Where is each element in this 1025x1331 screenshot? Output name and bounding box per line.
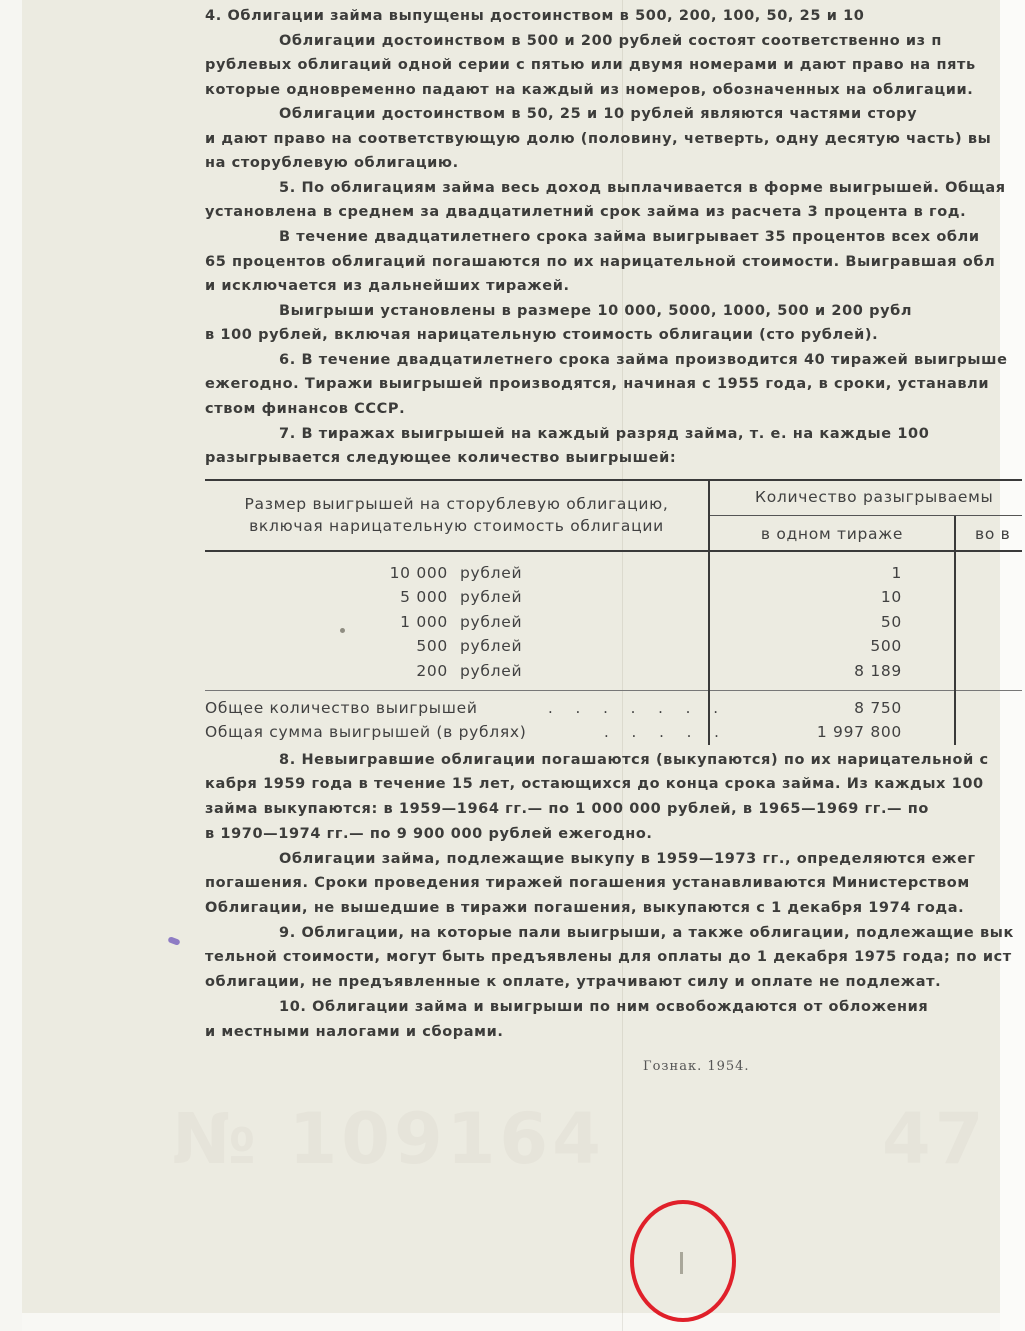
red-circle-annotation xyxy=(630,1200,736,1322)
total-value: 1 997 800 xyxy=(816,723,902,741)
row-unit: рублей xyxy=(460,637,523,655)
row-unit: рублей xyxy=(460,564,523,582)
table-header-left xyxy=(205,493,708,537)
text-line: погашения. Сроки проведения тиражей погашения устанавливаются Министерством xyxy=(205,875,970,891)
header-line: Размер выигрышей на сторублевую облигацию, xyxy=(244,495,669,513)
table-column-divider xyxy=(954,516,956,745)
total-label: Общая сумма выигрышей (в рублях) xyxy=(205,723,527,741)
text-line: 5. По облигациям займа весь доход выплачивается в форме выигрышей. Общая xyxy=(279,180,1006,196)
text-line: облигации, не предъявленные к оплате, утрачивают силу и оплате не подлежат. xyxy=(205,974,942,990)
leader-dots: . . . . . xyxy=(604,723,728,741)
text-line: на сторублевую облигацию. xyxy=(205,155,459,171)
text-line: и местными налогами и сборами. xyxy=(205,1024,504,1040)
row-amount: 10 000 xyxy=(389,564,448,582)
text-line: ежегодно. Тиражи выигрышей производятся, начиная с 1955 года, в сроки, устанавли xyxy=(205,376,990,392)
show-through-series: 47 xyxy=(882,1098,988,1180)
total-label: Общее количество выигрышей xyxy=(205,699,478,717)
paper-fold-line xyxy=(622,0,623,1331)
text-line: и исключается из дальнейших тиражей. xyxy=(205,278,570,294)
paper-smudge xyxy=(340,628,345,633)
text-line: кабря 1959 года в течение 15 лет, остающихся до конца срока займа. Из каждых 100 xyxy=(205,776,984,792)
printer-imprint: Гознак. 1954. xyxy=(643,1059,750,1074)
table-header-group: Количество разыгрываемы xyxy=(755,488,994,506)
text-line: Выигрыши установлены в размере 10 000, 5000, 1000, 500 и 200 рубл xyxy=(279,303,913,319)
text-line: разыгрывается следующее количество выигрышей: xyxy=(205,450,677,466)
row-amount: 200 xyxy=(416,662,448,680)
leader-dots: . . . . . . . xyxy=(548,699,727,717)
text-line: займа выкупаются: в 1959—1964 гг.— по 1 000 000 рублей, в 1965—1969 гг.— по xyxy=(205,801,929,817)
table-header-col2: во в xyxy=(975,525,1011,543)
text-line: 7. В тиражах выигрышей на каждый разряд займа, т. е. на каждые 100 xyxy=(279,426,930,442)
text-line: В течение двадцатилетнего срока займа выигрывает 35 процентов всех обли xyxy=(279,229,980,245)
table-totals-rule xyxy=(205,690,1022,691)
text-line: Облигации займа, подлежащие выкупу в 1959—1973 гг., определяются ежег xyxy=(279,851,976,867)
table-header-col1: в одном тираже xyxy=(760,525,904,543)
total-value: 8 750 xyxy=(854,699,902,717)
row-amount: 5 000 xyxy=(400,588,448,606)
text-line: 6. В течение двадцатилетнего срока займа производится 40 тиражей выигрыше xyxy=(279,352,1008,368)
text-line: которые одновременно падают на каждый из номеров, обозначенных на облигации. xyxy=(205,82,974,98)
text-line: 9. Облигации, на которые пали выигрыши, а также облигации, подлежащие вык xyxy=(279,925,1014,941)
text-line: ством финансов СССР. xyxy=(205,401,406,417)
text-line: в 100 рублей, включая нарицательную стоимость облигации (сто рублей). xyxy=(205,327,879,343)
text-line: Облигации, не вышедшие в тиражи погашения, выкупаются с 1 декабря 1974 года. xyxy=(205,900,965,916)
text-line: 10. Облигации займа и выигрыши по ним освобождаются от обложения xyxy=(279,999,929,1015)
header-line: включая нарицательную стоимость облигации xyxy=(249,517,664,535)
row-unit: рублей xyxy=(460,588,523,606)
row-count: 50 xyxy=(880,613,902,631)
show-through-serial: № 109164 xyxy=(172,1098,605,1180)
table-header-rule xyxy=(205,550,1022,552)
row-count: 10 xyxy=(880,588,902,606)
text-line: установлена в среднем за двадцатилетний срок займа из расчета 3 процента в год. xyxy=(205,204,967,220)
text-line: в 1970—1974 гг.— по 9 900 000 рублей ежегодно. xyxy=(205,826,653,842)
row-unit: рублей xyxy=(460,613,523,631)
text-line: и дают право на соответствующую долю (половину, четверть, одну десятую часть) вы xyxy=(205,131,992,147)
row-amount: 500 xyxy=(416,637,448,655)
row-amount: 1 000 xyxy=(400,613,448,631)
ink-spot xyxy=(167,936,180,946)
text-line: Облигации достоинством в 500 и 200 рублей состоят соответственно из п xyxy=(279,33,942,49)
text-line: тельной стоимости, могут быть предъявлены для оплаты до 1 декабря 1975 года; по ист xyxy=(205,949,1012,965)
row-count: 8 189 xyxy=(854,662,902,680)
text-line: 8. Невыигравшие облигации погашаются (выкупаются) по их нарицательной с xyxy=(279,752,989,768)
text-line: 65 процентов облигаций погашаются по их нарицательной стоимости. Выигравшая обл xyxy=(205,254,996,270)
row-count: 1 xyxy=(891,564,902,582)
text-line: рублевых облигаций одной серии с пятью или двумя номерами и дают право на пять xyxy=(205,57,976,73)
text-line: 4. Облигации займа выпущены достоинством в 500, 200, 100, 50, 25 и 10 xyxy=(205,8,865,24)
row-unit: рублей xyxy=(460,662,523,680)
row-count: 500 xyxy=(870,637,902,655)
text-line: Облигации достоинством в 50, 25 и 10 рублей являются частями стору xyxy=(279,106,918,122)
table-top-rule xyxy=(205,479,1022,481)
table-subheader-rule xyxy=(710,515,1022,516)
